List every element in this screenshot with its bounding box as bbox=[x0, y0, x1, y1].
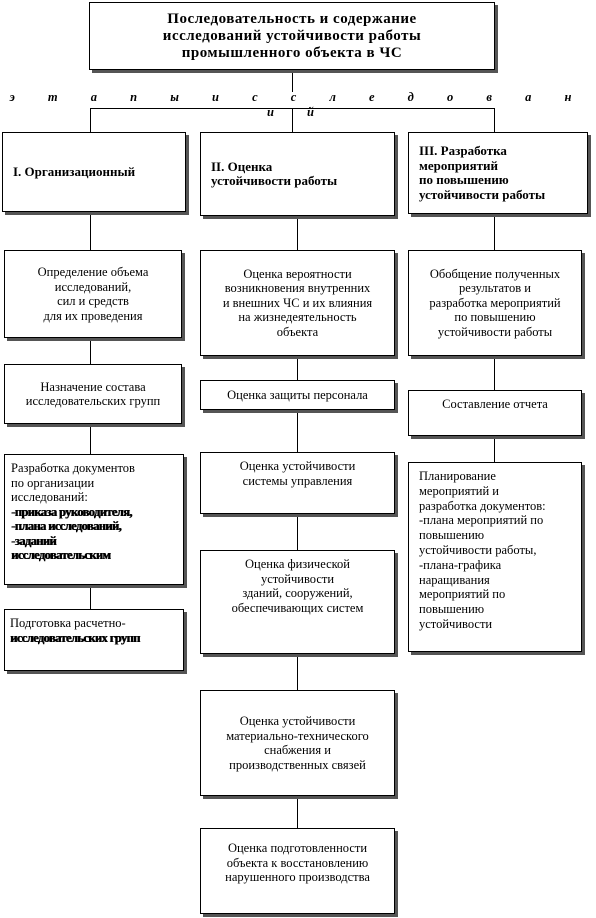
documents-bullet: -плана исследований, bbox=[11, 519, 121, 533]
step-prepare-calc-groups bbox=[4, 609, 184, 671]
step-plan-measures: Планирование мероприятий и разработка документов: -плана мероприятий по повышению устойчивости работы, -плана-графика наращивания мероприятий по повышению устойчивости bbox=[408, 462, 582, 652]
column-header-measures: III. Разработка мероприятий по повышению устойчивости работы bbox=[408, 132, 588, 214]
step-control-system: Оценка устойчивости системы управления bbox=[200, 452, 395, 514]
step-physical-stability: Оценка физической устойчивости зданий, сооружений, обеспечивающих систем bbox=[200, 550, 395, 654]
connector bbox=[90, 585, 91, 609]
step-summarize-results: Обобщение полученных результатов и разработка мероприятий по повышению устойчивости работы bbox=[408, 250, 582, 356]
connector bbox=[297, 356, 298, 380]
documents-bullet: -приказа руководителя, bbox=[11, 504, 132, 519]
connector bbox=[297, 216, 298, 250]
column-header-organizational: I. Организационный bbox=[2, 132, 186, 212]
connector bbox=[494, 214, 495, 250]
connector bbox=[494, 356, 495, 390]
connector bbox=[90, 212, 91, 252]
step-assign-groups: Назначение состава исследовательских групп bbox=[4, 364, 182, 424]
connector bbox=[297, 796, 298, 828]
column-header-assessment: II. Оценка устойчивости работы bbox=[200, 132, 395, 216]
documents-intro: Разработка документов по организации исследований: bbox=[11, 461, 135, 504]
step-recovery-readiness: Оценка подготовленности объекта к восстановлению нарушенного производства bbox=[200, 828, 395, 914]
prepare-calc-label: Подготовка расчетно- bbox=[10, 616, 126, 630]
step-supply-stability: Оценка устойчивости материально-технического снабжения и производственных связей bbox=[200, 690, 395, 796]
connector bbox=[292, 70, 293, 92]
diagram-title: Последовательность и содержание исследований устойчивости работы промышленного объекта в ЧС bbox=[89, 2, 495, 70]
connector bbox=[297, 654, 298, 690]
connector bbox=[494, 436, 495, 462]
stages-label: э т а п ы и с с л е д о в а н и й bbox=[9, 90, 587, 119]
connector bbox=[90, 338, 91, 364]
step-probability-assessment: Оценка вероятности возникновения внутренних и внешних ЧС и их влияния на жизнедеятельность объекта bbox=[200, 250, 395, 356]
connector bbox=[90, 424, 91, 454]
step-define-scope: Определение объема исследований, сил и средств для их проведения bbox=[4, 250, 182, 338]
documents-bullet: -заданий исследовательским bbox=[11, 533, 111, 562]
step-personnel-protection: Оценка защиты персонала bbox=[200, 380, 395, 410]
step-report: Составление отчета bbox=[408, 390, 582, 436]
prepare-calc-bold: исследовательских групп bbox=[10, 630, 140, 645]
connector bbox=[297, 514, 298, 550]
step-develop-documents bbox=[4, 454, 184, 585]
connector bbox=[297, 410, 298, 452]
